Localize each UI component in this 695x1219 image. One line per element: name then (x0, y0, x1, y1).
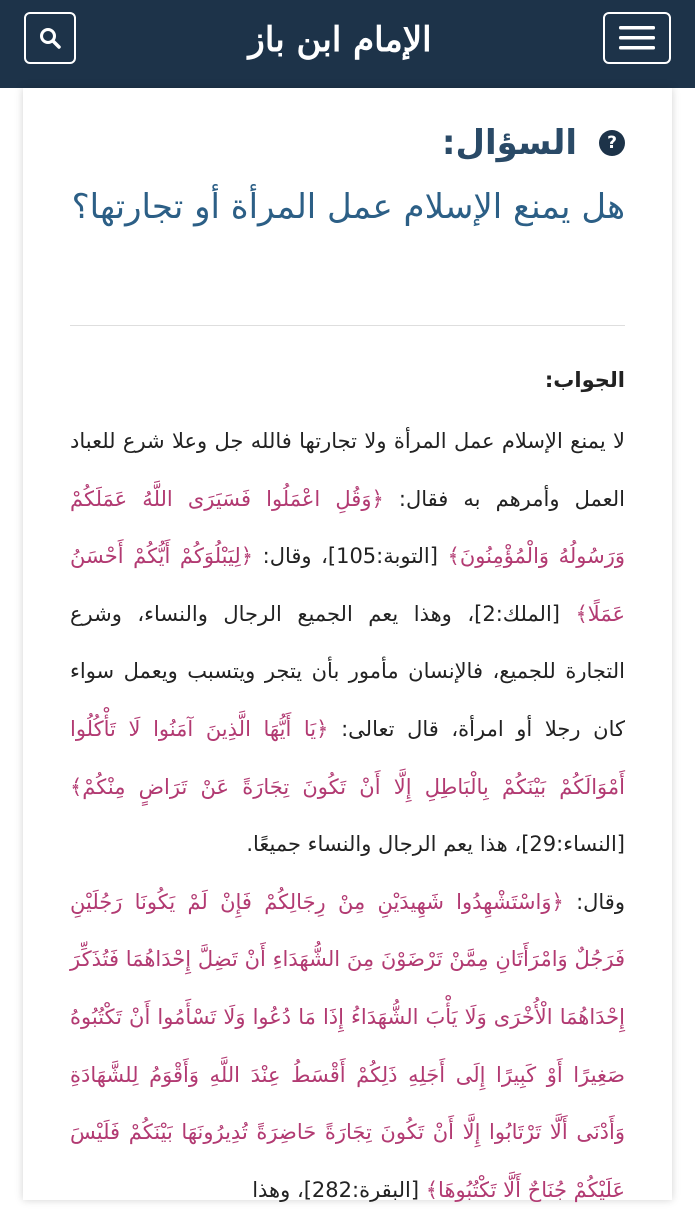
content-card (23, 88, 672, 1200)
menu-button[interactable] (603, 12, 671, 64)
search-button[interactable] (24, 12, 76, 64)
quran-verse: ﴿لِيَبْلُوَكُمْ أَيُّكُمْ أَحْسَنُ عَمَلًا﴾ (70, 544, 626, 626)
answer-text: [التوبة:105]، وقال: (253, 544, 448, 569)
search-icon (39, 27, 61, 49)
question-heading (70, 118, 625, 168)
answer-body (70, 413, 625, 1219)
question-label: السؤال: (441, 123, 577, 163)
question-text: هل يمنع الإسلام عمل المرأة أو تجارتها؟ (71, 187, 625, 227)
top-header-bar (0, 0, 695, 88)
answer-paragraph (70, 413, 625, 874)
answer-paragraph (70, 874, 625, 1219)
quran-verse: ﴿وَاسْتَشْهِدُوا شَهِيدَيْنِ مِنْ رِجَالِكُمْ فَإِنْ لَمْ يَكُونَا رَجُلَيْنِ فَرَجُلٌ وَامْرَأَتَانِ مِمَّنْ تَرْضَوْنَ مِنَ الشُّهَدَاءِ أَنْ تَضِلَّ إِحْدَاهُمَا فَتُذَكِّرَ إِحْدَاهُمَا الْأُخْرَى وَلَا يَأْبَ الشُّهَدَاءُ إِذَا مَا دُعُوا وَلَا تَسْأَمُوا أَنْ تَكْتُبُوهُ صَغِيرًا أَوْ كَبِيرًا إِلَى أَجَلِهِ ذَلِكُمْ أَقْسَطُ عِنْدَ اللَّهِ وَأَقْوَمُ لِلشَّهَادَةِ وَأَدْنَى أَلَّا تَرْتَابُوا إِلَّا أَنْ تَكُونَ تِجَارَةً حَاضِرَةً تُدِيرُونَهَا بَيْنَكُمْ فَلَيْسَ عَلَيْكُمْ جُنَاحٌ أَلَّا تَكْتُبُوهَا﴾ (70, 889, 625, 1202)
answer-text: [الملك:2]، وهذا يعم الجميع الرجال والنساء، وشرع التجارة للجميع، فالإنسان مأمور بأن يتجر ويتسبب ويعمل سواء كان رجلا أو امرأة، قال تعالى: (70, 601, 625, 741)
question-circle-icon: ? (599, 130, 625, 156)
answer-label: الجواب: (544, 368, 625, 392)
answer-text: [النساء:29]، هذا يعم الرجال والنساء جميعًا. (246, 832, 625, 857)
divider (70, 325, 625, 326)
site-logo[interactable]: الإمام ابن باز (248, 20, 432, 60)
quran-verse: ﴿وَقُلِ اعْمَلُوا فَسَيَرَى اللَّهُ عَمَلَكُمْ وَرَسُولُهُ وَالْمُؤْمِنُونَ﴾ (70, 486, 625, 569)
answer-text: [البقرة:282]، وهذا (252, 1177, 426, 1202)
quran-verse: ﴿يَا أَيُّهَا الَّذِينَ آمَنُوا لَا تَأْكُلُوا أَمْوَالَكُمْ بَيْنَكُمْ بِالْبَاطِلِ إِلَّا أَنْ تَكُونَ تِجَارَةً عَنْ تَرَاضٍ مِنْكُمْ﴾ (70, 716, 625, 799)
answer-text: وقال: (563, 889, 625, 914)
hamburger-menu-icon (619, 25, 655, 51)
answer-text: لا يمنع الإسلام عمل المرأة ولا تجارتها فالله جل وعلا شرع للعباد العمل وأمرهم به فقال: (70, 429, 625, 511)
